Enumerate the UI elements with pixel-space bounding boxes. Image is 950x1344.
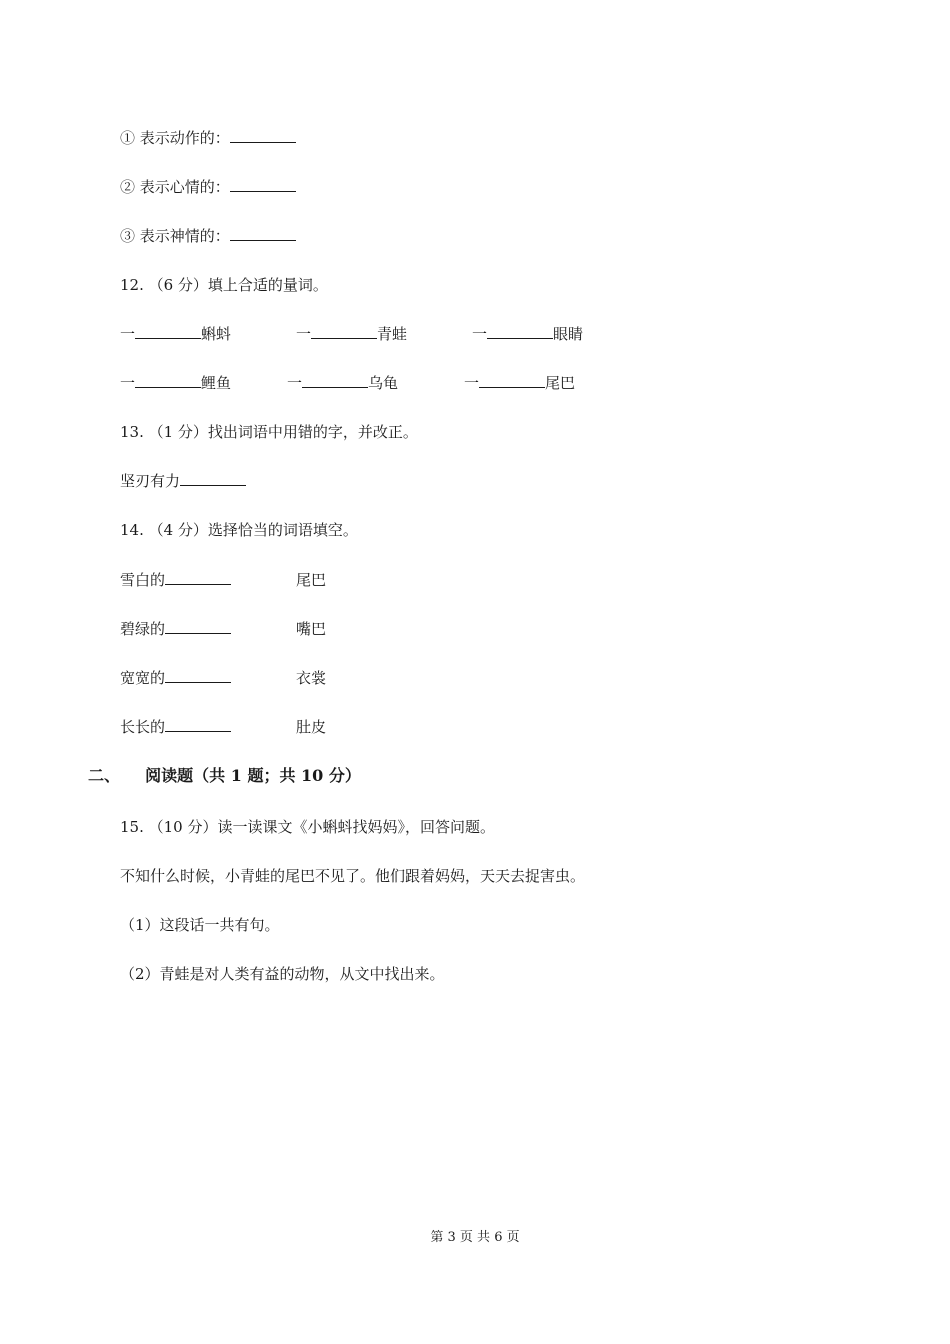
q14-left-text: 宽宽的	[120, 669, 166, 687]
prefix: 一	[287, 374, 303, 392]
answer-blank[interactable]	[165, 717, 231, 732]
page-number-footer: 第 3 页 共 6 页	[430, 1230, 520, 1245]
q15-sub1: （1）这段话一共有句。	[120, 916, 280, 934]
prefix: 一	[296, 325, 312, 343]
q12-title: 12. （6 分）填上合适的量词。	[120, 276, 328, 294]
answer-blank[interactable]	[135, 373, 201, 388]
q14-left-text: 长长的	[120, 718, 166, 736]
q11-item-3	[120, 226, 296, 246]
q14-right-4: 肚皮	[296, 718, 327, 736]
answer-blank[interactable]	[479, 373, 545, 388]
section-heading	[88, 766, 361, 786]
q11-item-2-label: ② 表示心情的：	[120, 178, 230, 196]
section-number: 二、	[88, 766, 121, 785]
q12-item-4	[120, 373, 231, 393]
q13-word	[120, 471, 246, 491]
prefix: 一	[472, 325, 488, 343]
answer-blank[interactable]	[230, 177, 296, 192]
suffix: 蝌蚪	[201, 325, 232, 343]
suffix: 尾巴	[545, 374, 576, 392]
answer-blank[interactable]	[180, 471, 246, 486]
section-title: 阅读题（共 1 题；共 10 分）	[145, 766, 361, 785]
answer-blank[interactable]	[230, 128, 296, 143]
q12-item-3	[472, 324, 583, 344]
answer-blank[interactable]	[165, 668, 231, 683]
answer-blank[interactable]	[311, 324, 377, 339]
q14-left-2	[120, 619, 231, 639]
q14-title: 14. （4 分）选择恰当的词语填空。	[120, 521, 358, 539]
q14-left-4	[120, 717, 231, 737]
q15-title: 15. （10 分）读一读课文《小蝌蚪找妈妈》，回答问题。	[120, 818, 495, 836]
q15-passage: 不知什么时候，小青蛙的尾巴不见了。他们跟着妈妈，天天去捉害虫。	[120, 867, 586, 885]
q11-item-1	[120, 128, 296, 148]
answer-blank[interactable]	[487, 324, 553, 339]
q13-word-text: 坚刃有力	[120, 472, 181, 490]
q11-item-2	[120, 177, 296, 197]
q12-item-2	[296, 324, 407, 344]
q14-left-1	[120, 570, 231, 590]
prefix: 一	[120, 325, 136, 343]
q14-left-text: 雪白的	[120, 571, 166, 589]
q11-item-1-label: ① 表示动作的：	[120, 129, 230, 147]
q14-right-2: 嘴巴	[296, 620, 327, 638]
answer-blank[interactable]	[165, 570, 231, 585]
q12-item-5	[287, 373, 398, 393]
q14-right-3: 衣裳	[296, 669, 327, 687]
answer-blank[interactable]	[165, 619, 231, 634]
suffix: 眼睛	[553, 325, 584, 343]
suffix: 乌龟	[368, 374, 399, 392]
prefix: 一	[464, 374, 480, 392]
q11-item-3-label: ③ 表示神情的：	[120, 227, 230, 245]
suffix: 青蛙	[377, 325, 408, 343]
q14-right-1: 尾巴	[296, 571, 327, 589]
answer-blank[interactable]	[302, 373, 368, 388]
answer-blank[interactable]	[230, 226, 296, 241]
suffix: 鲤鱼	[201, 374, 232, 392]
q12-item-6	[464, 373, 575, 393]
answer-blank[interactable]	[135, 324, 201, 339]
q14-left-3	[120, 668, 231, 688]
q12-item-1	[120, 324, 231, 344]
q13-title: 13. （1 分）找出词语中用错的字，并改正。	[120, 423, 418, 441]
q14-left-text: 碧绿的	[120, 620, 166, 638]
q15-sub2: （2）青蛙是对人类有益的动物，从文中找出来。	[120, 965, 445, 983]
prefix: 一	[120, 374, 136, 392]
